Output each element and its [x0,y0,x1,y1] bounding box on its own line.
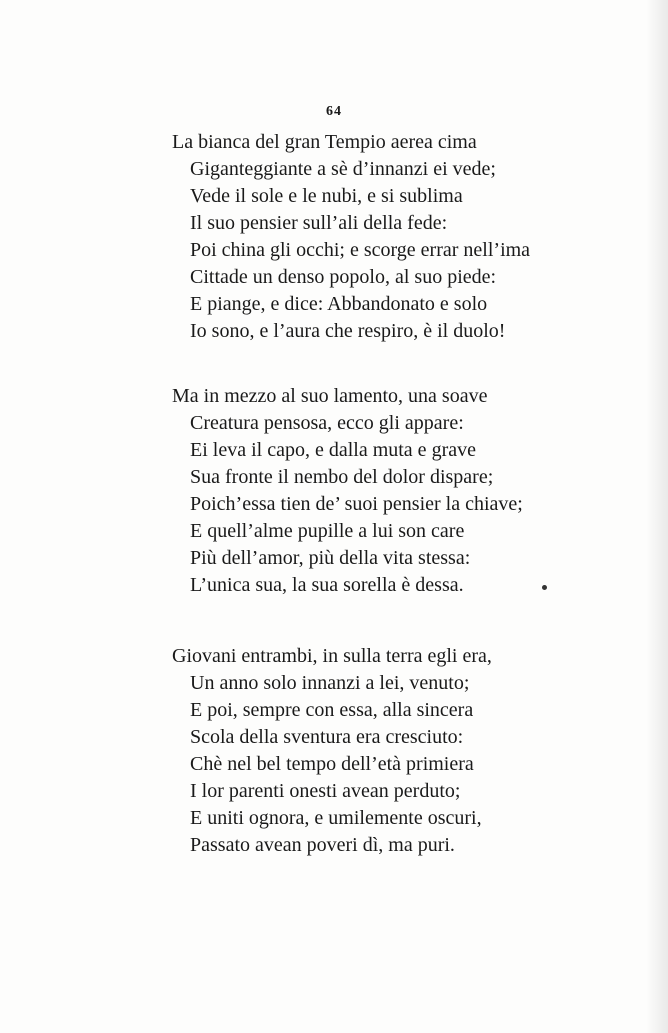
verse-line: La bianca del gran Tempio aerea cima [172,131,477,153]
verse-line: Poich’essa tien de’ suoi pensier la chiave; [190,493,523,515]
verse-line: Ma in mezzo al suo lamento, una soave [172,385,488,407]
verse-line: Scola della sventura era cresciuto: [190,726,464,748]
page-number: 64 [326,104,342,119]
stanza-3 [172,643,492,859]
verse-line: Vede il sole e le nubi, e si sublima [190,185,463,207]
verse-line: E poi, sempre con essa, alla sincera [190,699,474,721]
verse-line: Il suo pensier sull’ali della fede: [190,212,448,234]
stanza-1 [172,129,530,345]
ink-spot [542,585,547,590]
verse-line: Creatura pensosa, ecco gli appare: [190,412,464,434]
verse-line: Io sono, e l’aura che respiro, è il duolo! [190,320,506,342]
verse-line: E quell’alme pupille a lui son care [190,520,465,542]
verse-line: Più dell’amor, più della vita stessa: [190,547,471,569]
verse-line: L’unica sua, la sua sorella è dessa. [190,574,464,596]
verse-line: Giganteggiante a sè d’innanzi ei vede; [190,158,496,180]
verse-line: E uniti ognora, e umilemente oscuri, [190,807,482,829]
verse-line: Sua fronte il nembo del dolor dispare; [190,466,494,488]
verse-line: Passato avean poveri dì, ma puri. [190,834,455,856]
verse-line: Ei leva il capo, e dalla muta e grave [190,439,476,461]
verse-line: E piange, e dice: Abbandonato e solo [190,293,488,315]
stanza-2 [172,383,523,599]
verse-line: I lor parenti onesti avean perduto; [190,780,461,802]
verse-line: Un anno solo innanzi a lei, venuto; [190,672,470,694]
verse-line: Cittade un denso popolo, al suo piede: [190,266,497,288]
verse-line: Chè nel bel tempo dell’età primiera [190,753,474,775]
verse-line: Poi china gli occhi; e scorge errar nell’ima [190,239,531,261]
verse-line: Giovani entrambi, in sulla terra egli era, [172,645,492,667]
page-edge-shadow [646,0,668,1033]
